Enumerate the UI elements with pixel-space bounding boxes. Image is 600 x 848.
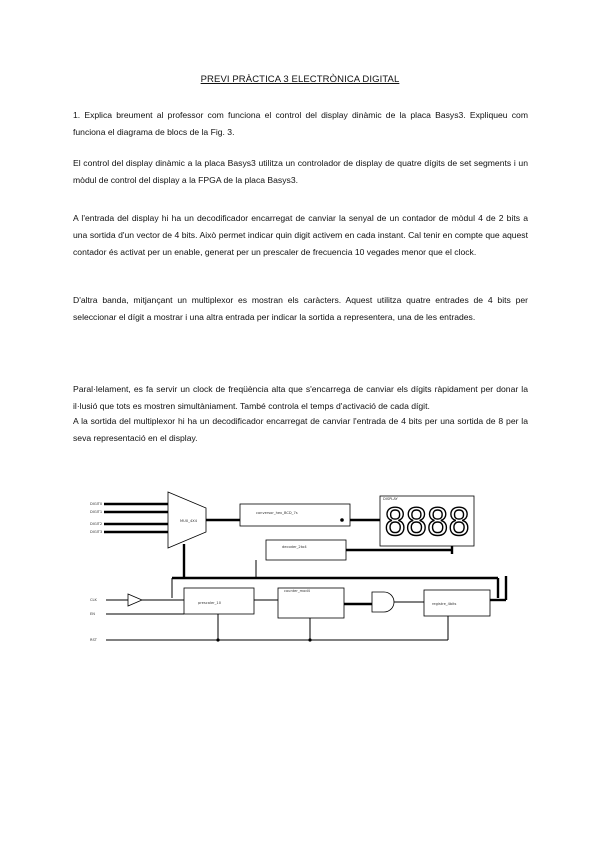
input-label-0: DIGIT0 xyxy=(90,502,103,506)
page-title: PREVI PRÀCTICA 3 ELECTRÒNICA DIGITAL xyxy=(200,74,400,85)
paragraph-5: A la sortida del multiplexor hi ha un decodificador encarregat de canviar l'entrada de 4 bits per una sortida de 8 per la seva representació en el display. xyxy=(73,416,528,443)
signal-reset: RST xyxy=(90,638,97,642)
decoder-7seg-label: conversor_hex_BCD_7s xyxy=(256,511,298,515)
paragraph-3: D'altra banda, mitjançant un multiplexor es mostran els caràcters. Aquest utilitza quatre entrades de 4 bits per seleccionar el dígit a mostrar i una altra entrada per indicar la sortida a representera, una de les entrades. xyxy=(73,295,528,322)
decoder-2to4-block xyxy=(266,540,346,560)
signal-enable: EN xyxy=(90,612,95,616)
input-label-1: DIGIT1 xyxy=(90,510,103,514)
display-digits: 8888 xyxy=(384,501,470,544)
input-label-2: DIGIT2 xyxy=(90,522,103,526)
block-diagram-figure xyxy=(88,488,518,658)
block-diagram-svg xyxy=(88,488,518,658)
paragraph-2: A l'entrada del display hi ha un decodificador encarregat de canviar la senyal de un contador de mòdul 4 de 2 bits a una sortida d'un vector de 4 bits. Això permet indicar quin digit activem en cada instant. Cal tenir en compte que aquest contador és activat per un enable, generat per un prescaler de frecuencia 10 vegades menor que el clock. xyxy=(73,213,528,257)
clock-buffer xyxy=(128,594,142,606)
decoder-2to4-label: decoder_2to4 xyxy=(282,545,307,549)
prescaler-label: prescaler_10 xyxy=(198,601,221,605)
and-gate xyxy=(372,592,394,612)
input-buses xyxy=(104,504,168,532)
paragraph-4: Paral·lelament, es fa servir un clock de freqüència alta que s'encarrega de canviar els dígits ràpidament per donar la il·lusió que tots es mostren simultàniament. També controla el temps d'activació de cada dígit. xyxy=(73,384,528,411)
paragraph-question: 1. Explica breument al professor com funciona el control del display dinàmic de la placa Basys3. Expliqueu com funciona el diagrama de blocs de la Fig. 3. xyxy=(73,110,528,137)
register-label: registre_4bits xyxy=(432,602,457,606)
signal-clk: CLK xyxy=(90,598,97,602)
display-label: DISPLAY xyxy=(383,497,398,501)
paragraph-1: El control del display dinàmic a la placa Basys3 utilitza un controlador de display de quatre dígits de set segments i un mòdul de control del display a la FPGA de la placa Basys3. xyxy=(73,158,528,185)
decoder-7seg-block xyxy=(240,504,350,526)
mux-label: MUX_4X4 xyxy=(180,519,198,523)
input-label-3: DIGIT3 xyxy=(90,530,103,534)
counter-label: counter_mod4 xyxy=(284,589,310,593)
